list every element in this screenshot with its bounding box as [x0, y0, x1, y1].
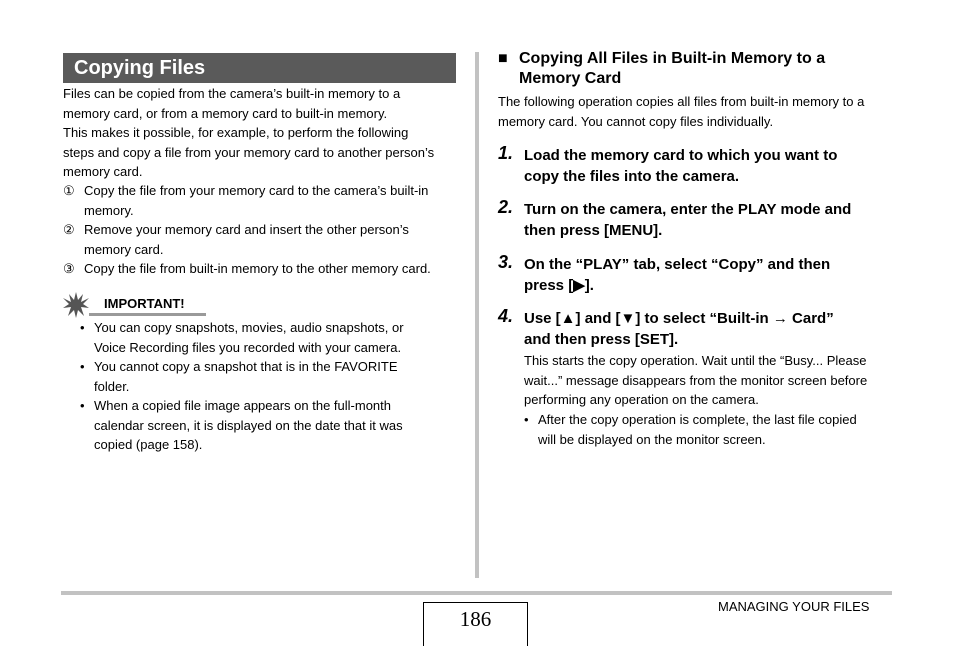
intro-line: Files can be copied from the camera’s built-in memory to a: [63, 86, 401, 101]
footer-rule: [61, 591, 892, 595]
intro-line: memory card, or from a memory card to built-in memory.: [63, 105, 388, 121]
subsection-heading-line: Copying All Files in Built-in Memory to a: [519, 50, 826, 67]
subsection-heading-line: Memory Card: [519, 70, 622, 87]
step-line: and then press [SET].: [524, 330, 679, 348]
bullet-line: After the copy operation is complete, the last file copied: [538, 412, 857, 427]
important-underline: [89, 313, 206, 316]
bullet-line: You cannot copy a snapshot that is in the FAVORITE: [94, 359, 398, 374]
burst-icon: [63, 292, 89, 318]
intro-line: steps and copy a file from your memory card to another person’s: [63, 144, 435, 160]
important-bullet-list: [80, 318, 440, 455]
step-4-note: [524, 410, 894, 449]
important-label: IMPORTANT!: [104, 296, 185, 311]
circled-number: ①: [63, 183, 75, 198]
bullet-dot: •: [80, 320, 85, 335]
step-line: On the “PLAY” tab, select “Copy” and then: [524, 256, 831, 273]
list-item: [63, 181, 458, 220]
circled-number: ③: [63, 261, 75, 276]
step-line: copy the files into the camera.: [524, 167, 740, 185]
step-number: 2.: [498, 197, 514, 217]
bullet-item: [524, 410, 894, 449]
intro-line: This makes it possible, for example, to perform the following: [63, 125, 409, 140]
list-item: [63, 259, 458, 279]
section-title: Copying Files: [74, 57, 206, 79]
step-4-details: [524, 351, 894, 410]
subsection-description: [498, 92, 893, 131]
step-number: 3.: [498, 252, 514, 272]
bullet-line: You can copy snapshots, movies, audio snapshots, or: [94, 320, 404, 335]
intro-line: memory card.: [63, 164, 143, 179]
step-line: Turn on the camera, enter the PLAY mode and: [524, 201, 852, 218]
column-divider: [475, 52, 479, 578]
square-bullet-icon: ■: [498, 50, 508, 67]
bullet-line: folder.: [94, 378, 130, 394]
description-line: The following operation copies all files from built-in memory to a: [498, 94, 865, 109]
step-line: then press [MENU].: [524, 221, 663, 239]
list-item-line: memory.: [84, 202, 134, 218]
bullet-dot: •: [80, 398, 85, 413]
description-line: memory card. You cannot copy files individually.: [498, 113, 774, 129]
bullet-line: will be displayed on the monitor screen.: [538, 431, 766, 447]
step-line: Use [▲] and [▼] to select “Built-in → Card”: [524, 310, 834, 327]
list-item-line: Remove your memory card and insert the other person’s: [84, 222, 409, 237]
circled-number: ②: [63, 222, 75, 237]
list-item-line: Copy the file from built-in memory to the other memory card.: [84, 261, 431, 276]
bullet-line: calendar screen, it is displayed on the date that it was: [94, 417, 403, 433]
numbered-list: [63, 181, 458, 279]
bullet-item: [80, 318, 440, 357]
step-line: Load the memory card to which you want to: [524, 147, 838, 164]
bullet-item: [80, 357, 440, 396]
bullet-item: [80, 396, 440, 455]
page-number: 186: [459, 607, 492, 631]
list-item-line: memory card.: [84, 241, 164, 257]
details-line: performing any operation on the camera.: [524, 392, 759, 407]
bullet-line: copied (page 158).: [94, 437, 203, 452]
bullet-dot: •: [80, 359, 85, 374]
details-line: wait...” message disappears from the monitor screen before: [524, 372, 868, 388]
step-number: 1.: [498, 143, 514, 163]
bullet-dot: •: [524, 412, 529, 427]
step-number: 4.: [498, 306, 514, 326]
details-line: This starts the copy operation. Wait until the “Busy... Please: [524, 353, 867, 368]
bullet-line: Voice Recording files you recorded with your camera.: [94, 339, 402, 355]
step-line: press [▶].: [524, 276, 594, 294]
bullet-line: When a copied file image appears on the full-month: [94, 398, 392, 413]
footer-chapter-title: MANAGING YOUR FILES: [718, 599, 870, 614]
intro-paragraph: [63, 84, 458, 182]
list-item-line: Copy the file from your memory card to the camera’s built-in: [84, 183, 429, 198]
list-item: [63, 220, 458, 259]
